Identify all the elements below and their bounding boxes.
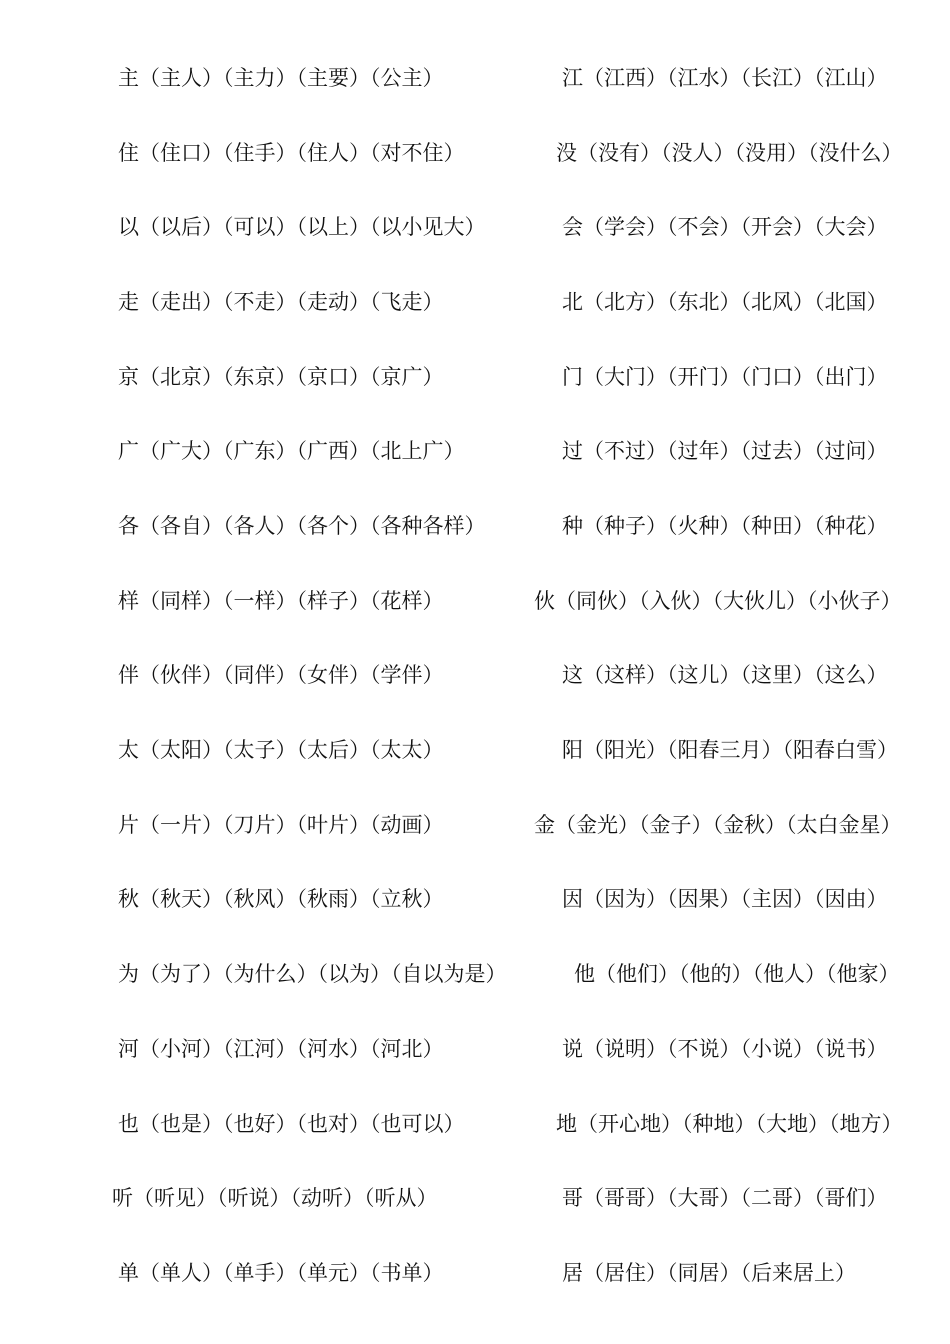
word-entry-right: 因（因为）（因果）（主因）（因由） (562, 887, 888, 911)
word-entry-right: 阳（阳光）（阳春三月）（阳春白雪） (562, 738, 898, 762)
word-row (0, 1178, 950, 1218)
word-entry-right: 过（不过）（过年）（过去）（过问） (562, 439, 888, 463)
word-row (0, 282, 950, 322)
word-entry-right: 他（他们）（他的）（他人）（他家） (574, 962, 900, 986)
word-row (0, 954, 950, 994)
word-entry-left: 主（主人）（主力）（主要）（公主） (118, 66, 444, 90)
word-entry-right: 伙（同伙）（入伙）（大伙儿）（小伙子） (534, 589, 902, 613)
word-entry-right: 说（说明）（不说）（小说）（说书） (562, 1037, 888, 1061)
word-row (0, 879, 950, 919)
word-entry-right: 门（大门）（开门）（门口）（出门） (562, 365, 888, 389)
word-entry-left: 太（太阳）（太子）（太后）（太太） (118, 738, 444, 762)
word-entry-left: 伴（伙伴）（同伴）（女伴）（学伴） (118, 663, 444, 687)
word-row (0, 207, 950, 247)
word-row (0, 431, 950, 471)
word-entry-right: 北（北方）（东北）（北风）（北国） (562, 290, 888, 314)
word-entry-right: 金（金光）（金子）（金秋）（太白金星） (534, 813, 902, 837)
word-row (0, 655, 950, 695)
word-entry-right: 地（开心地）（种地）（大地）（地方） (556, 1112, 903, 1136)
word-row (0, 730, 950, 770)
word-entry-left: 以（以后）（可以）（以上）（以小见大） (118, 215, 486, 239)
word-entry-left: 住（住口）（住手）（住人）（对不住） (118, 141, 465, 165)
word-entry-left: 京（北京）（东京）（京口）（京广） (118, 365, 444, 389)
word-entry-left: 样（同样）（一样）（样子）（花样） (118, 589, 444, 613)
word-row (0, 1104, 950, 1144)
word-entry-left: 广（广大）（广东）（广西）（北上广） (118, 439, 465, 463)
word-entry-left: 走（走出）（不走）（走动）（飞走） (118, 290, 444, 314)
word-row (0, 581, 950, 621)
word-entry-right: 哥（哥哥）（大哥）（二哥）（哥们） (562, 1186, 888, 1210)
word-entry-left: 片（一片）（刀片）（叶片）（动画） (118, 813, 444, 837)
word-row (0, 1253, 950, 1293)
word-row (0, 58, 950, 98)
word-entry-left: 单（单人）（单手）（单元）（书单） (118, 1261, 444, 1285)
word-row (0, 133, 950, 173)
word-row (0, 357, 950, 397)
word-entry-left: 为（为了）（为什么）（以为）（自以为是） (118, 962, 507, 986)
word-entry-right: 种（种子）（火种）（种田）（种花） (562, 514, 888, 538)
word-entry-right: 没（没有）（没人）（没用）（没什么） (556, 141, 903, 165)
word-entry-left: 也（也是）（也好）（也对）（也可以） (118, 1112, 465, 1136)
word-entry-left: 各（各自）（各人）（各个）（各种各样） (118, 514, 486, 538)
word-row (0, 506, 950, 546)
word-entry-right: 居（居住）（同居）（后来居上） (562, 1261, 856, 1285)
word-entry-left: 河（小河）（江河）（河水）（河北） (118, 1037, 444, 1061)
word-entry-right: 这（这样）（这儿）（这里）（这么） (562, 663, 888, 687)
word-entry-right: 会（学会）（不会）（开会）（大会） (562, 215, 888, 239)
word-entry-left: 听（听见）（听说）（动听）（听从） (112, 1186, 438, 1210)
word-row (0, 805, 950, 845)
word-entry-right: 江（江西）（江水）（长江）（江山） (562, 66, 888, 90)
word-entry-left: 秋（秋天）（秋风）（秋雨）（立秋） (118, 887, 444, 911)
word-row (0, 1029, 950, 1069)
